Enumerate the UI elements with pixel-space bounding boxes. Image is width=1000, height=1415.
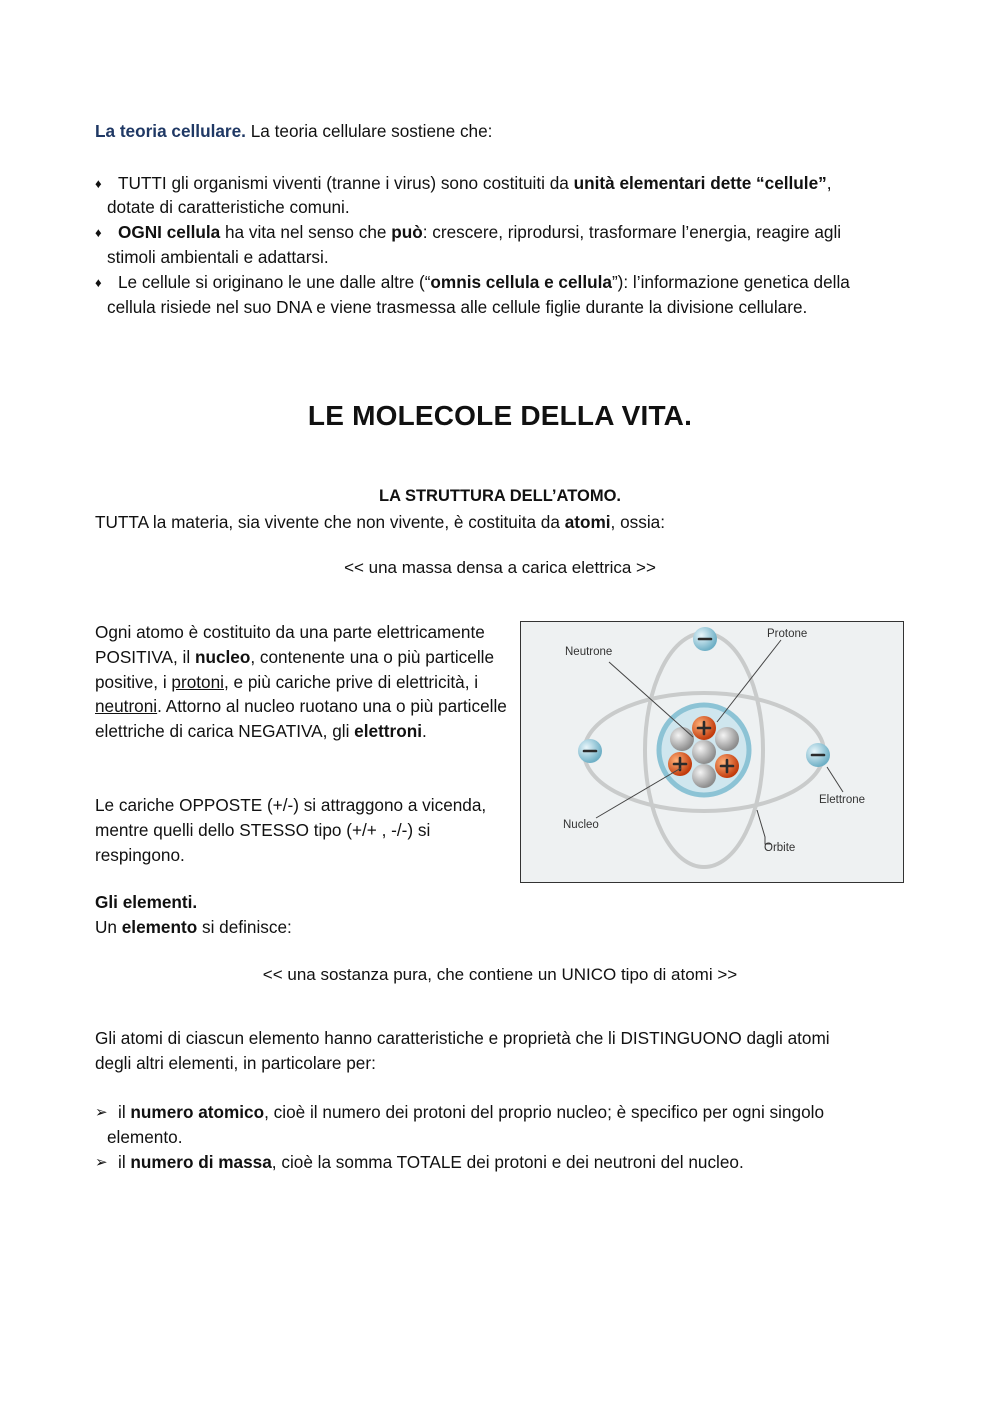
diamond-bullet-icon: ♦: [95, 225, 102, 240]
cell-theory-item-3: [95, 270, 850, 296]
atom-diagram-svg: [521, 622, 902, 881]
elements-heading: Gli elementi.: [95, 892, 198, 912]
cell-theory-item-3-continuation: cellula risiede nel suo DNA e viene trasmessa alle cellule figlie durante la divisione cellulare.: [107, 297, 808, 317]
cell-theory-item-2-continuation: stimoli ambientali e adattarsi.: [107, 247, 329, 267]
cell-theory-item-1-text: TUTTI gli organismi viventi (tranne i virus) sono costituiti da unità elementari dette “cellule”,: [118, 173, 832, 193]
arrow-bullet-icon: ➢: [95, 1154, 108, 1171]
element-definition-line: Un elemento si definisce:: [95, 917, 292, 937]
intro-line: [95, 119, 492, 144]
cell-theory-item-1: [95, 171, 832, 197]
element-quote: << una sostanza pura, che contiene un UNICO tipo di atomi >>: [262, 965, 738, 984]
elements-bullet-1-continuation: elemento.: [107, 1127, 183, 1147]
cell-theory-item-3-text: Le cellule si originano le une dalle altre (“omnis cellula e cellula”): l’informazione genetica della: [118, 272, 850, 292]
elements-bullet-1: ➢ il numero atomico, cioè il numero dei protoni del proprio nucleo; è specifico per ogni singolo: [95, 1100, 824, 1126]
diamond-bullet-icon: ♦: [95, 275, 102, 290]
neutron-particle: [692, 740, 716, 764]
charges-paragraph: Le cariche OPPOSTE (+/-) si attraggono a vicenda, mentre quelli dello STESSO tipo (+/+ , -/-) si respingono.: [95, 795, 487, 865]
elements-paragraph-line-1: Gli atomi di ciascun elemento hanno caratteristiche e proprietà che li DISTINGUONO dagli atomi: [95, 1028, 830, 1048]
arrow-bullet-icon: ➢: [95, 1104, 108, 1121]
cell-theory-item-2-text: OGNI cellula ha vita nel senso che può: crescere, riprodursi, trasformare l’energia, reagire agli: [118, 222, 842, 242]
intro-lead: La teoria cellulare sostiene che:: [245, 121, 493, 141]
elements-bullet-2: ➢ il numero di massa, cioè la somma TOTALE dei protoni e dei neutroni del nucleo.: [95, 1150, 744, 1176]
atom-intro-line: TUTTA la materia, sia vivente che non vivente, è costituita da atomi, ossia:: [95, 512, 665, 532]
atom-quote: << una massa densa a carica elettrica >>: [344, 558, 656, 577]
main-title: LE MOLECOLE DELLA VITA.: [307, 400, 693, 431]
neutron-particle: [670, 727, 694, 751]
atom-description: Ogni atomo è costituito da una parte elettricamente POSITIVA, il nucleo, contenente una o più particelle positive, i protoni, e più cariche prive di elettricità, i neutroni. Attorno al nucleo ruotano una o più particelle elettriche di carica NEGATIVA, gli elettroni.: [95, 622, 507, 742]
intro-heading: La teoria cellulare.: [95, 121, 246, 141]
electron-label: Elettrone: [819, 794, 866, 806]
orbits-label: Orbite: [764, 842, 796, 854]
nucleus-label: Nucleo: [563, 819, 599, 831]
cell-theory-item-2: [95, 220, 841, 246]
diamond-bullet-icon: ♦: [95, 176, 102, 191]
cell-theory-item-1-continuation: dotate di caratteristiche comuni.: [107, 197, 350, 217]
neutron-particle: [692, 764, 716, 788]
atom-diagram: [520, 621, 904, 883]
neutron-particle: [715, 727, 739, 751]
atom-subtitle: LA STRUTTURA DELL’ATOMO.: [379, 487, 621, 505]
proton-label: Protone: [767, 628, 808, 640]
elements-paragraph-line-2: degli altri elementi, in particolare per:: [95, 1053, 376, 1073]
neutron-label: Neutrone: [565, 646, 613, 658]
